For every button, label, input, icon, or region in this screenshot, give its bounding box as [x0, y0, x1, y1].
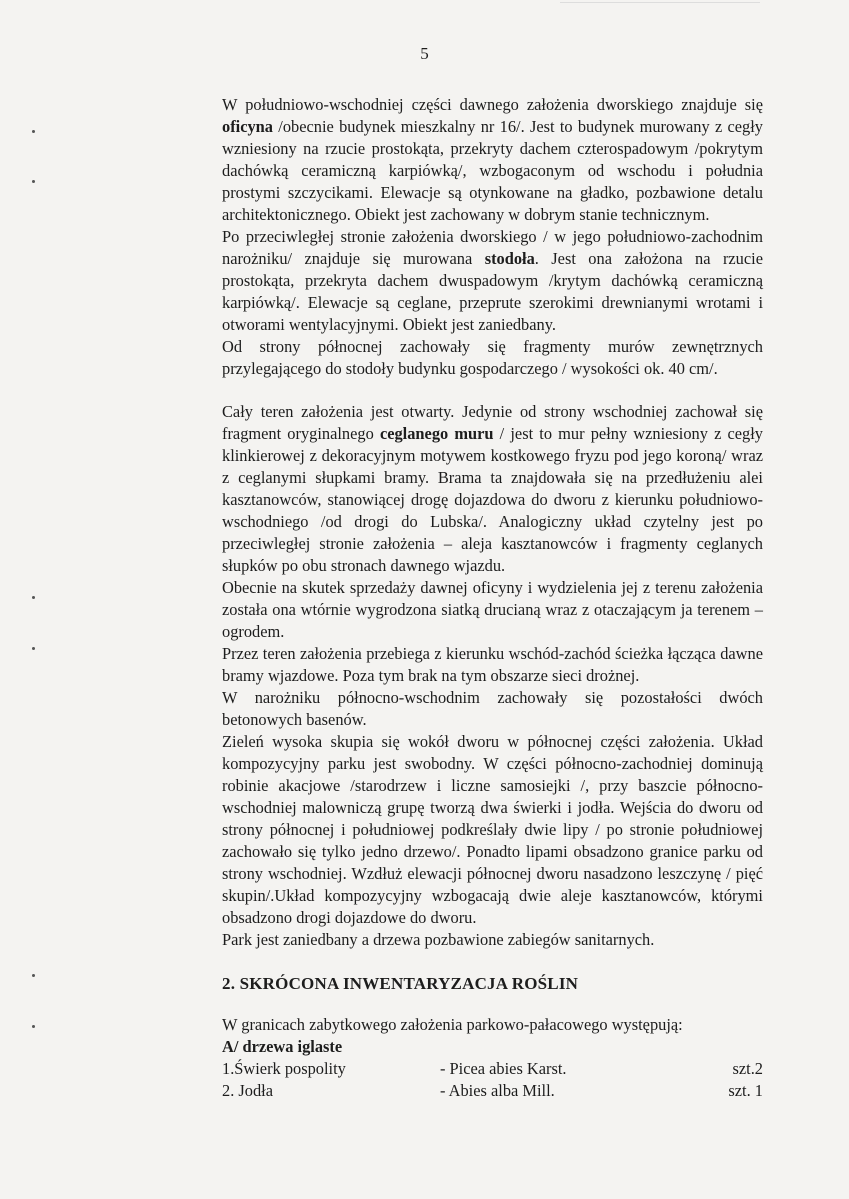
- text: W południowo-wschodniej części dawnego założenia dworskiego znajduje się: [222, 95, 763, 114]
- text: . Jest ona założona na rzucie prostokąta, przekryta dachem dwuspadowym /krytym dachówką ceramiczną karpiówką/. Elewacje są ceglane, przeprute szerokimi drewnianymi wrotami i otworami wentylacyjnymi. Obiekt jest zaniedbany.: [222, 249, 763, 334]
- scan-artifact-line: [560, 2, 760, 3]
- section-heading: 2. SKRÓCONA INWENTARYZACJA ROŚLIN: [222, 974, 579, 993]
- paragraph-oficyna: [222, 94, 763, 226]
- list-item: [222, 1058, 763, 1080]
- margin-mark: [32, 596, 35, 599]
- plant-latin: - Abies alba Mill.: [440, 1081, 555, 1100]
- paragraph-mury: Od strony północnej zachowały się fragmenty murów zewnętrznych przylegającego do stodoły budynku gospodarczego / wysokości ok. 40 cm/.: [222, 337, 763, 378]
- plant-name: 2. Jodła: [222, 1081, 273, 1100]
- bold-term: ceglanego muru: [379, 424, 494, 443]
- bold-term: oficyna: [222, 117, 273, 136]
- plant-count: szt. 1: [728, 1081, 763, 1100]
- paragraph-baseny: W narożniku północno-wschodnim zachowały się pozostałości dwóch betonowych basenów.: [222, 688, 763, 729]
- text: /obecnie budynek mieszkalny nr 16/. Jest to budynek murowany z cegły wzniesiony na rzucie prostokąta, przekryty dachem czterospadowym /pokrytym dachówką ceramiczną karpiówką/, wzbogaconym od wschodu i południa prostymi szczycikami. Elewacje są otynkowane na gładko, pozbawione detalu architektonicznego. Obiekt jest zachowany w dobrym stanie technicznym.: [222, 117, 763, 224]
- document-body: [222, 94, 763, 1102]
- paragraph-sciezka: Przez teren założenia przebiega z kierunku wschód-zachód ścieżka łącząca dawne bramy wjazdowe. Poza tym brak na tym obszarze sieci drożnej.: [222, 644, 763, 685]
- plant-name: 1.Świerk pospolity: [222, 1059, 346, 1078]
- page-number: 5: [420, 44, 429, 63]
- paragraph-park: Park jest zaniedbany a drzewa pozbawione zabiegów sanitarnych.: [222, 930, 655, 949]
- margin-mark: [32, 130, 35, 133]
- margin-mark: [32, 180, 35, 183]
- paragraph-oficyna-sprzedaz: Obecnie na skutek sprzedaży dawnej oficyny i wydzielenia jej z terenu założenia została ona wtórnie wygrodzona siatką drucianą wraz z otaczającym ja terenem – ogrodem.: [222, 578, 763, 641]
- margin-mark: [32, 974, 35, 977]
- margin-mark: [32, 1025, 35, 1028]
- text: Cały teren założenia jest otwarty. Jedynie od strony wschodniej zachował się fragment oryginalnego: [222, 402, 763, 443]
- text: Po przeciwległej stronie założenia dworskiego / w jego południowo-zachodnim narożniku/ znajduje się murowana: [222, 227, 763, 268]
- section-intro: W granicach zabytkowego założenia parkowo-pałacowego występują:: [222, 1015, 683, 1034]
- paragraph-stodola: [222, 226, 763, 336]
- subheading: A/ drzewa iglaste: [222, 1037, 343, 1056]
- paragraph-mur: [222, 401, 763, 577]
- list-item: [222, 1080, 763, 1102]
- plant-latin: - Picea abies Karst.: [440, 1059, 567, 1078]
- paragraph-zielen: Zieleń wysoka skupia się wokół dworu w północnej części założenia. Układ kompozycyjny parku jest swobodny. W części północno-zachodniej dominują robinie akacjowe /starodrzew i liczne samosiejki /, przy baszcie północno-wschodniej malowniczą grupę tworzą dwa świerki i jodła. Wejścia do dworu od strony północnej i południowej podkreślały dwie lipy / po stronie południowej zachowało się tylko jedno drzewo/. Ponadto lipami obsadzono granice parku od strony wschodniej. Wzdłuż elewacji północnej dworu nasadzono leszczynę / pięć skupin/.Układ kompozycyjny wzbogacają dwie aleje kasztanowców, którymi obsadzono drogi dojazdowe do dworu.: [222, 732, 763, 927]
- bold-term: stodoła: [484, 249, 535, 268]
- margin-mark: [32, 647, 35, 650]
- plant-count: szt.2: [732, 1059, 763, 1078]
- text: / jest to mur pełny wzniesiony z cegły klinkierowej z dekoracyjnym motywem kostkowego fryzu pod jego koroną/ wraz z ceglanymi słupkami bramy. Brama ta znajdowała się na przedłużeniu alei kasztanowców, stanowiącej drogę dojazdowa do dworu z kierunku południowo-wschodniego /od drogi do Lubska/. Analogiczny układ czytelny jest po przeciwległej stronie założenia – aleja kasztanowców i fragmenty ceglanych słupków po obu stronach dawnego wjazdu.: [222, 424, 763, 575]
